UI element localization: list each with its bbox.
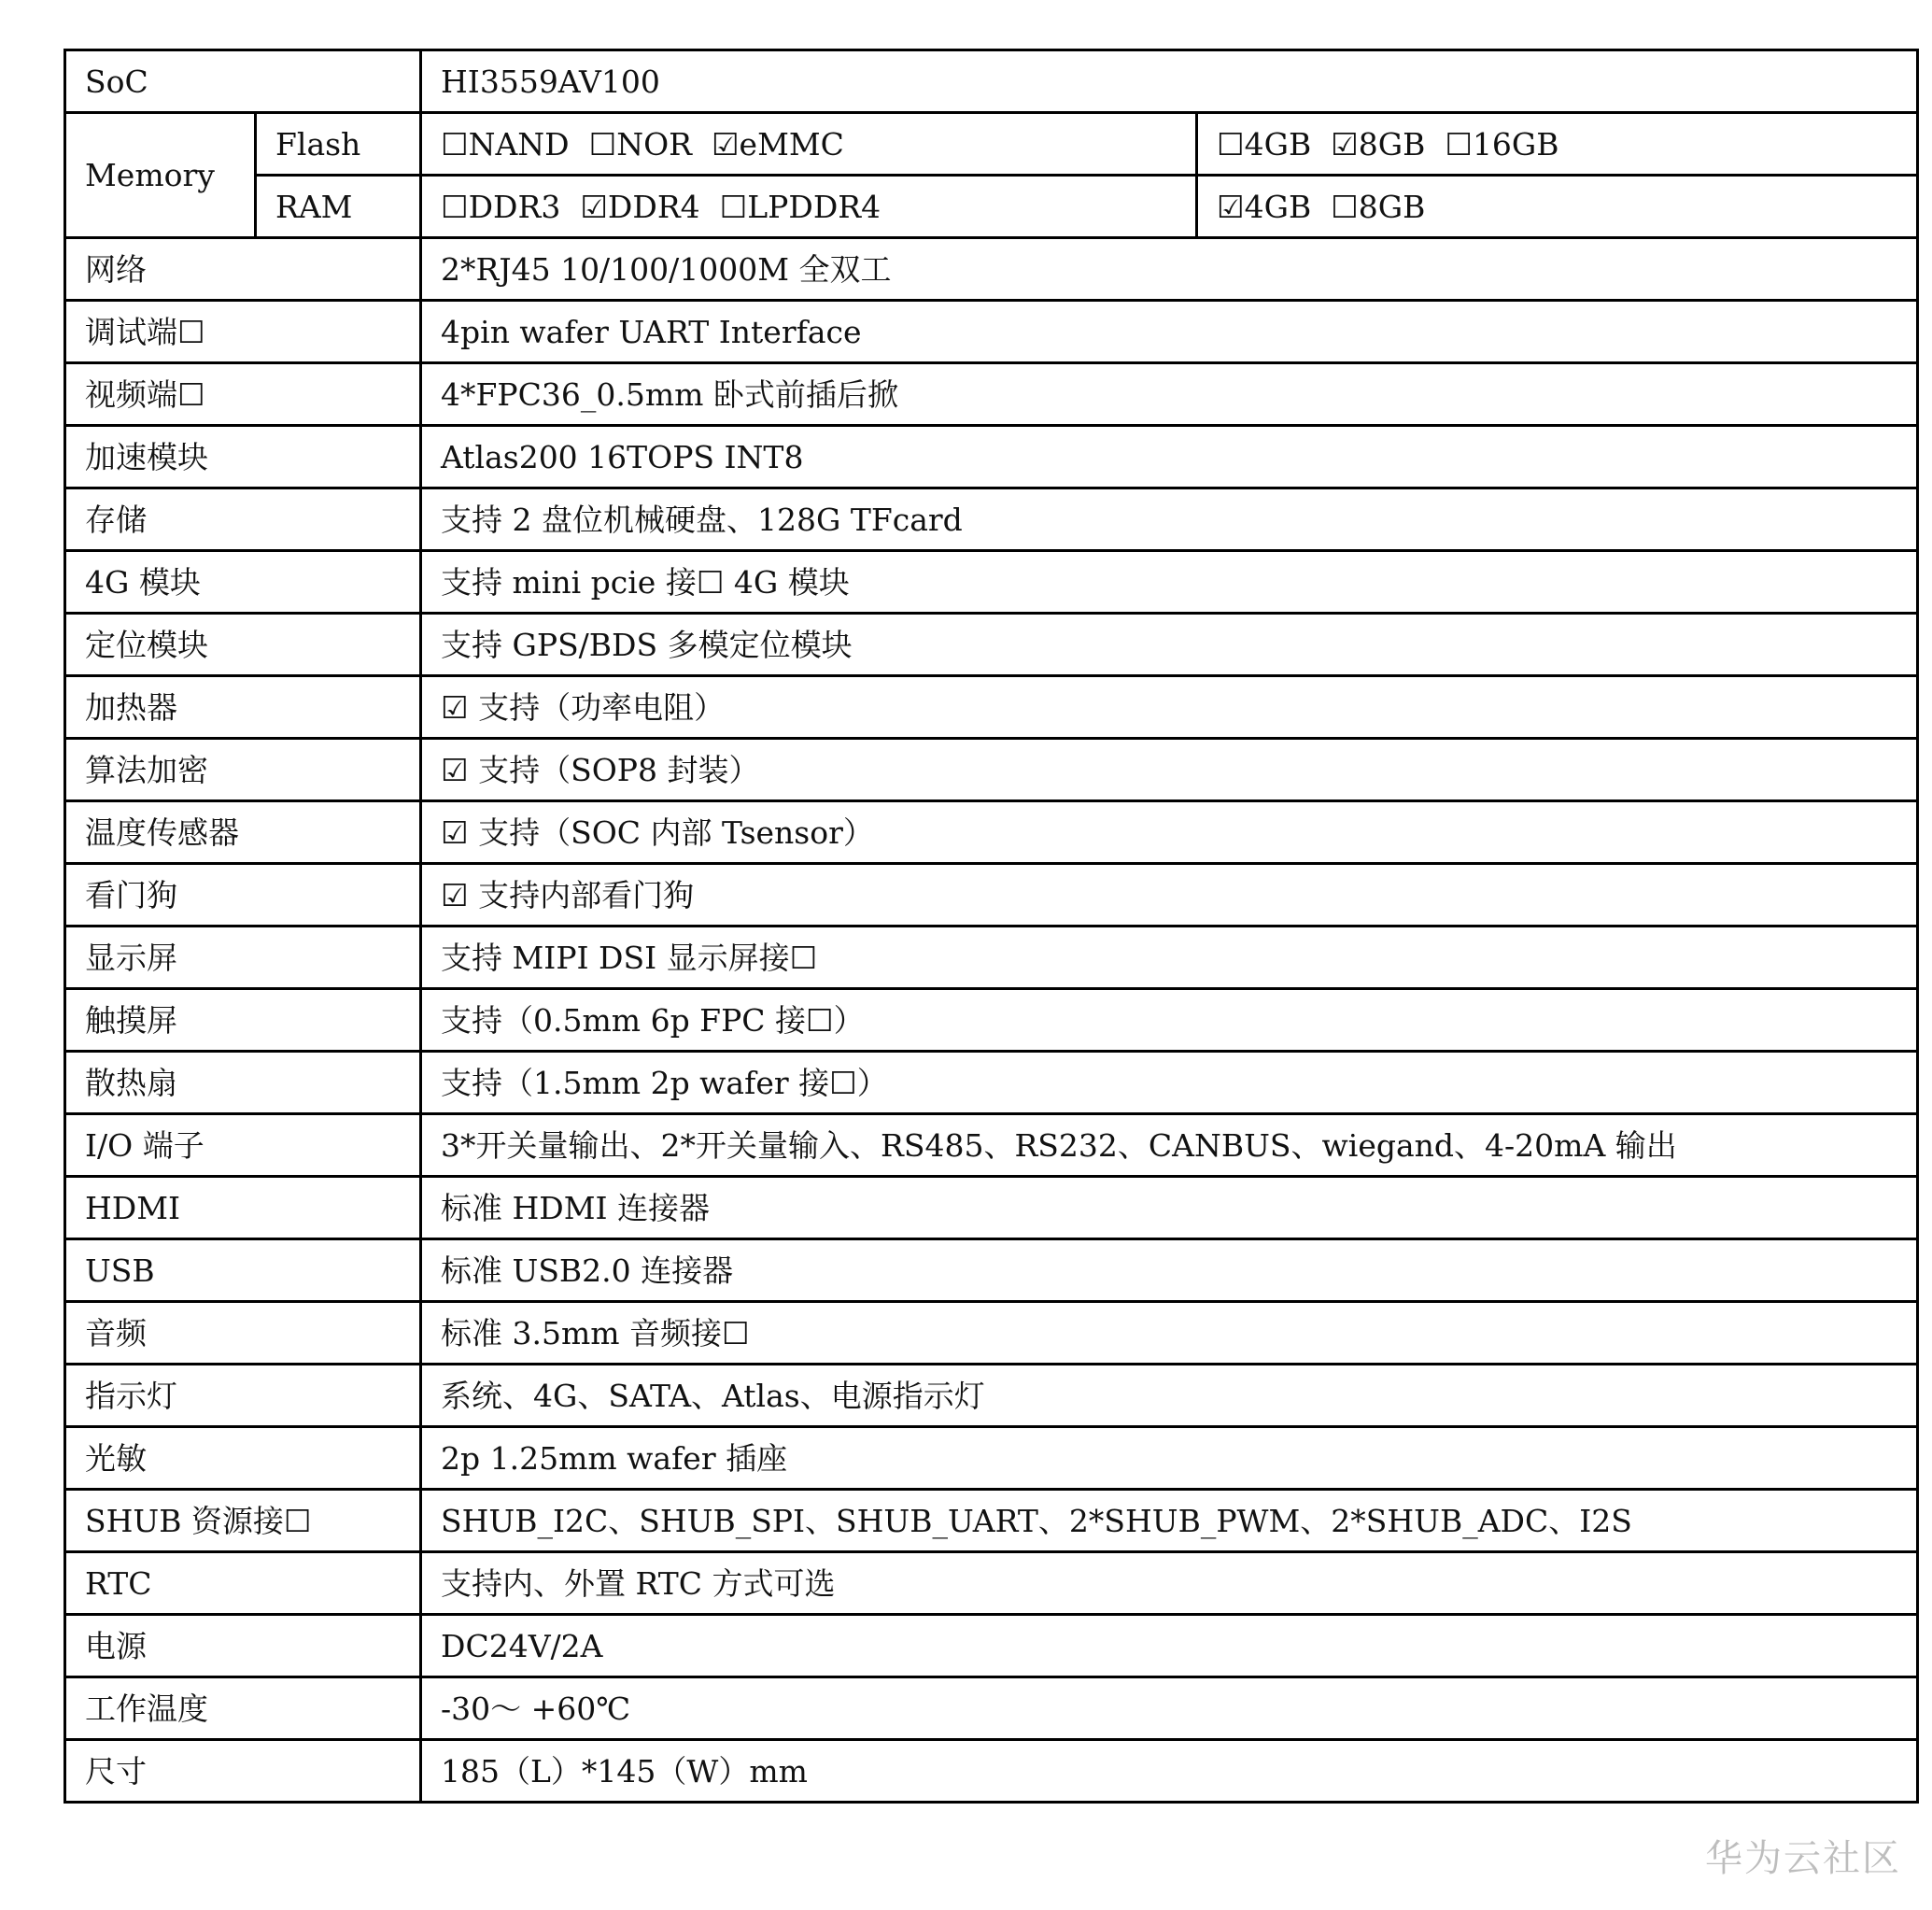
row-label: 算法加密	[65, 739, 421, 801]
row-value: 支持 mini pcie 接☐ 4G 模块	[421, 551, 1918, 614]
row-fan	[65, 1052, 1918, 1114]
row-audio	[65, 1302, 1918, 1365]
row-hdmi	[65, 1177, 1918, 1239]
row-debug-port	[65, 301, 1918, 363]
flash-label: Flash	[256, 113, 421, 176]
row-label: SoC	[65, 50, 421, 113]
row-value: ☑ 支持（SOP8 封装）	[421, 739, 1918, 801]
row-memory-ram	[65, 176, 1918, 238]
row-label: 指示灯	[65, 1365, 421, 1427]
row-value: -30～ +60℃	[421, 1677, 1918, 1740]
row-value: 支持内、外置 RTC 方式可选	[421, 1552, 1918, 1615]
row-label: 音频	[65, 1302, 421, 1365]
row-value: 185（L）*145（W）mm	[421, 1740, 1918, 1803]
row-display	[65, 927, 1918, 989]
row-value: ☑ 支持内部看门狗	[421, 864, 1918, 927]
row-label: 光敏	[65, 1427, 421, 1490]
row-value: 4pin wafer UART Interface	[421, 301, 1918, 363]
row-value: ☑ 支持（SOC 内部 Tsensor）	[421, 801, 1918, 864]
row-label: 看门狗	[65, 864, 421, 927]
row-value: 标准 USB2.0 连接器	[421, 1239, 1918, 1302]
row-label: 触摸屏	[65, 989, 421, 1052]
row-value: SHUB_I2C、SHUB_SPI、SHUB_UART、2*SHUB_PWM、2*SHUB_ADC、I2S	[421, 1490, 1918, 1552]
ram-types: ☐DDR3 ☑DDR4 ☐LPDDR4	[421, 176, 1197, 238]
row-label: HDMI	[65, 1177, 421, 1239]
row-video-port	[65, 363, 1918, 426]
ram-label: RAM	[256, 176, 421, 238]
row-io	[65, 1114, 1918, 1177]
row-value: Atlas200 16TOPS INT8	[421, 426, 1918, 488]
row-value: 支持（0.5mm 6p FPC 接☐）	[421, 989, 1918, 1052]
row-usb	[65, 1239, 1918, 1302]
row-label: 尺寸	[65, 1740, 421, 1803]
row-value: 系统、4G、SATA、Atlas、电源指示灯	[421, 1365, 1918, 1427]
row-power	[65, 1615, 1918, 1677]
row-label: 4G 模块	[65, 551, 421, 614]
row-value: 3*开关量输出、2*开关量输入、RS485、RS232、CANBUS、wiegand、4-20mA 输出	[421, 1114, 1918, 1177]
row-watchdog	[65, 864, 1918, 927]
row-label: 视频端☐	[65, 363, 421, 426]
row-value: 支持 GPS/BDS 多模定位模块	[421, 614, 1918, 676]
memory-label: Memory	[65, 113, 256, 238]
row-touch	[65, 989, 1918, 1052]
row-value: 2*RJ45 10/100/1000M 全双工	[421, 238, 1918, 301]
row-label: 网络	[65, 238, 421, 301]
row-value: HI3559AV100	[421, 50, 1918, 113]
row-label: 加速模块	[65, 426, 421, 488]
row-value: 支持 MIPI DSI 显示屏接☐	[421, 927, 1918, 989]
row-temp-sensor	[65, 801, 1918, 864]
row-label: 加热器	[65, 676, 421, 739]
row-label: USB	[65, 1239, 421, 1302]
row-value: ☑ 支持（功率电阻）	[421, 676, 1918, 739]
row-value: 标准 HDMI 连接器	[421, 1177, 1918, 1239]
row-label: SHUB 资源接☐	[65, 1490, 421, 1552]
row-shub	[65, 1490, 1918, 1552]
row-label: 温度传感器	[65, 801, 421, 864]
row-label: 调试端☐	[65, 301, 421, 363]
row-value: 2p 1.25mm wafer 插座	[421, 1427, 1918, 1490]
row-label: 存储	[65, 488, 421, 551]
row-light-sensor	[65, 1427, 1918, 1490]
row-label: 电源	[65, 1615, 421, 1677]
row-label: 工作温度	[65, 1677, 421, 1740]
row-value: 4*FPC36_0.5mm 卧式前插后掀	[421, 363, 1918, 426]
row-value: 标准 3.5mm 音频接☐	[421, 1302, 1918, 1365]
row-op-temp	[65, 1677, 1918, 1740]
row-network	[65, 238, 1918, 301]
row-label: RTC	[65, 1552, 421, 1615]
row-label: 显示屏	[65, 927, 421, 989]
row-storage	[65, 488, 1918, 551]
row-memory-flash	[65, 113, 1918, 176]
row-gnss	[65, 614, 1918, 676]
row-accel	[65, 426, 1918, 488]
row-crypto	[65, 739, 1918, 801]
row-lte	[65, 551, 1918, 614]
spec-table	[63, 49, 1919, 1804]
row-value: 支持（1.5mm 2p wafer 接☐）	[421, 1052, 1918, 1114]
row-rtc	[65, 1552, 1918, 1615]
row-led	[65, 1365, 1918, 1427]
row-value: 支持 2 盘位机械硬盘、128G TFcard	[421, 488, 1918, 551]
row-label: 定位模块	[65, 614, 421, 676]
row-value: DC24V/2A	[421, 1615, 1918, 1677]
row-heater	[65, 676, 1918, 739]
flash-types: ☐NAND ☐NOR ☑eMMC	[421, 113, 1197, 176]
row-label: I/O 端子	[65, 1114, 421, 1177]
row-size	[65, 1740, 1918, 1803]
flash-sizes: ☐4GB ☑8GB ☐16GB	[1197, 113, 1918, 176]
watermark: 华为云社区	[1705, 1837, 1901, 1880]
row-label: 散热扇	[65, 1052, 421, 1114]
row-soc	[65, 50, 1918, 113]
ram-sizes: ☑4GB ☐8GB	[1197, 176, 1918, 238]
